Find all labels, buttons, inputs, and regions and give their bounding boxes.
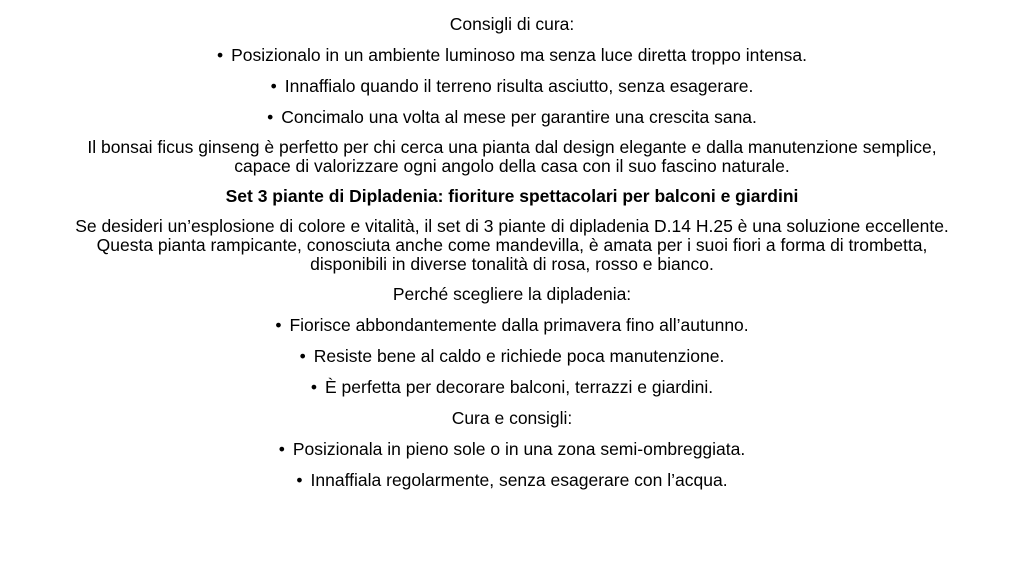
dipladenia-heading: Set 3 piante di Dipladenia: fioriture spettacolari per balconi e giardini xyxy=(225,186,799,206)
why-choose-item: • Resiste bene al caldo e richiede poca manutenzione. xyxy=(70,346,954,367)
care-tips-title: Consigli di cura: xyxy=(449,14,575,34)
care-advice-item: • Innaffiala regolarmente, senza esagerare con l’acqua. xyxy=(70,470,954,491)
why-choose-title: Perché scegliere la dipladenia: xyxy=(392,284,632,304)
care-advice-title: Cura e consigli: xyxy=(451,408,573,428)
care-tip-item: • Posizionalo in un ambiente luminoso ma senza luce diretta troppo intensa. xyxy=(70,45,954,66)
care-advice-item: • Posizionala in pieno sole o in una zona semi-ombreggiata. xyxy=(70,439,954,460)
why-choose-item: • È perfetta per decorare balconi, terrazzi e giardini. xyxy=(70,377,954,398)
care-tip-item: • Innaffialo quando il terreno risulta asciutto, senza esagerare. xyxy=(70,76,954,97)
dipladenia-paragraph: Se desideri un’esplosione di colore e vitalità, il set di 3 piante di dipladenia D.14 H.25 è una soluzione eccellente. Questa pianta rampicante, conosciuta anche come mandevilla, è amata per i suoi fiori a forma di trombetta, disponibili in diverse tonalità di rosa, rosso e bianco. xyxy=(75,216,949,274)
why-choose-item: • Fiorisce abbondantemente dalla primavera fino all’autunno. xyxy=(70,315,954,336)
care-tip-item: • Concimalo una volta al mese per garantire una crescita sana. xyxy=(70,107,954,128)
ficus-paragraph: Il bonsai ficus ginseng è perfetto per chi cerca una pianta dal design elegante e dalla manutenzione semplice, capace di valorizzare ogni angolo della casa con il suo fascino naturale. xyxy=(87,137,937,176)
